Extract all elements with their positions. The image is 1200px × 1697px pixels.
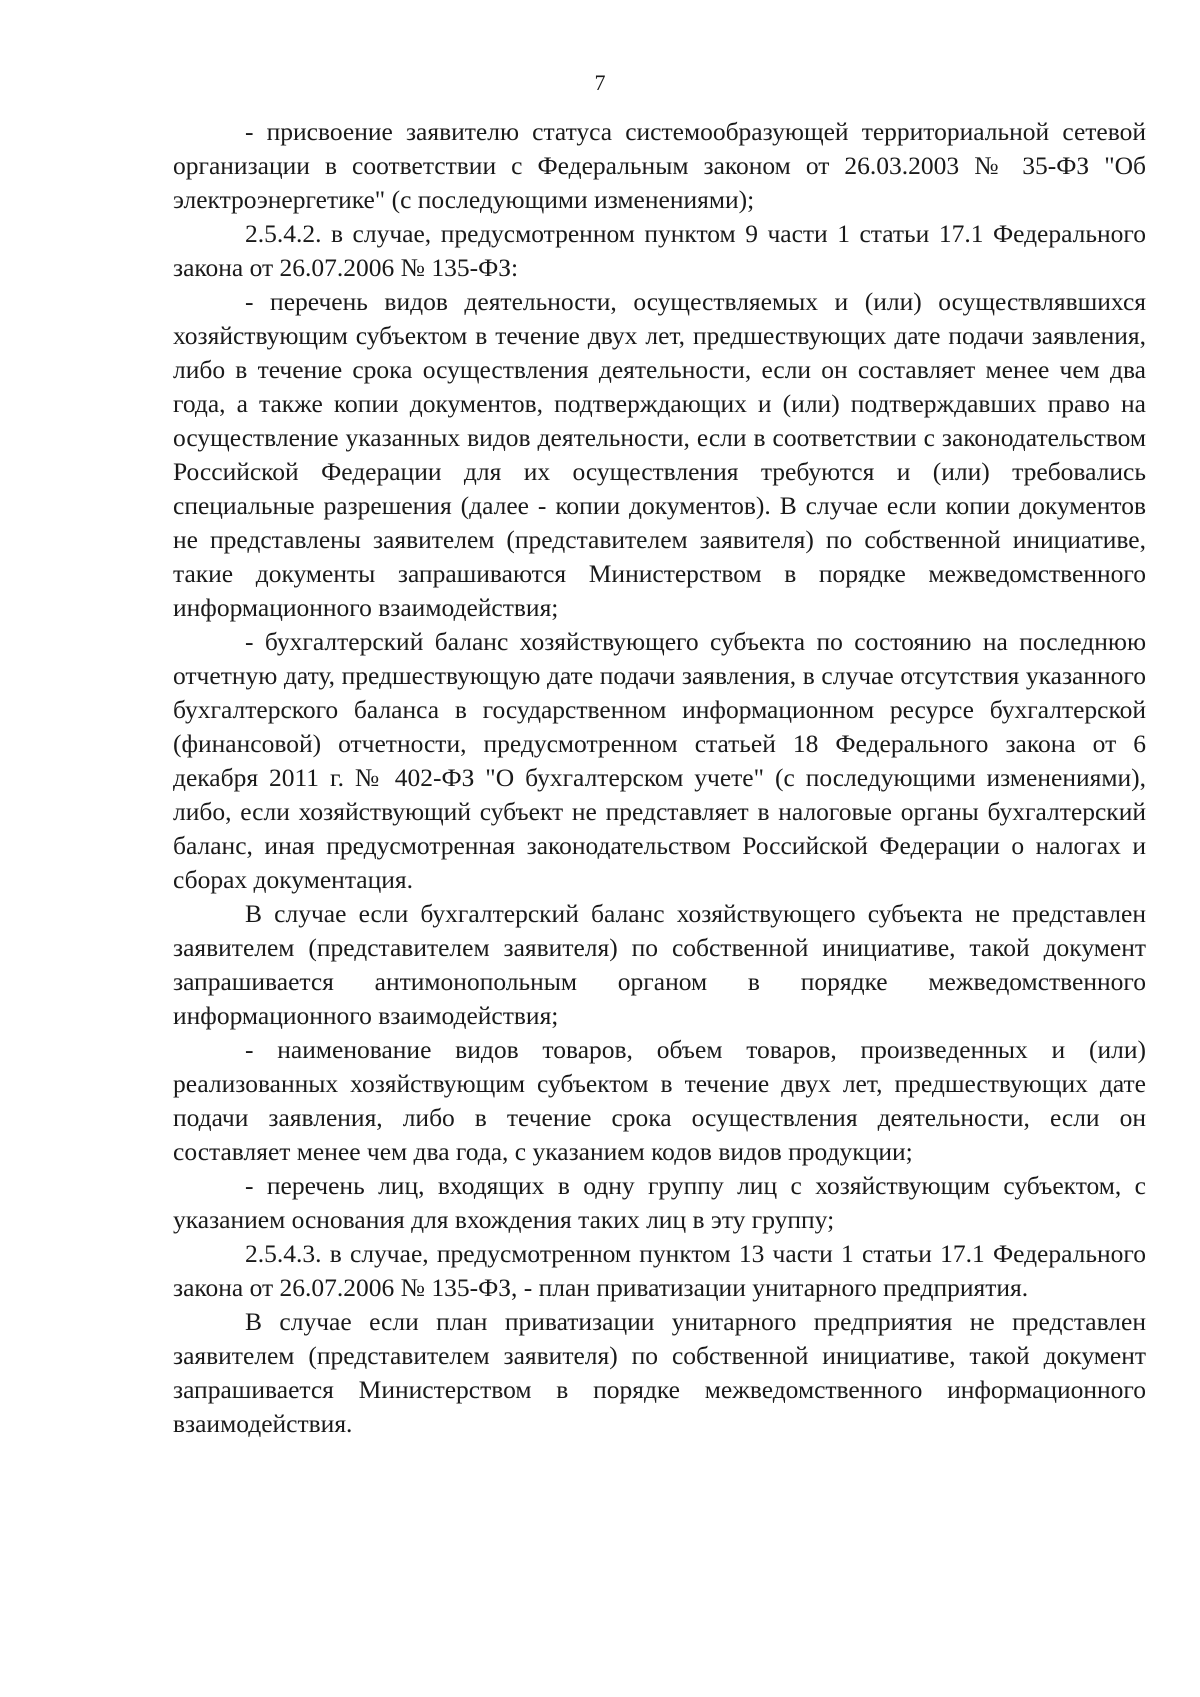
paragraph: - наименование видов товаров, объем товаров, произведенных и (или) реализованных хозяйствующим субъектом в течение двух лет, предшествующих дате подачи заявления, либо в течение срока осуществления деятельности, если он составляет менее чем два года, с указанием кодов видов продукции;: [173, 1035, 1146, 1166]
paragraph: - присвоение заявителю статуса системообразующей территориальной сетевой организации в соответствии с Федеральным законом от 26.03.2003 № 35-ФЗ "Об электроэнергетике" (с последующими изменениями);: [173, 117, 1146, 214]
paragraph: - перечень видов деятельности, осуществляемых и (или) осуществлявшихся хозяйствующим субъектом в течение двух лет, предшествующих дате подачи заявления, либо в течение срока осуществления деятельности, если он составляет менее чем два года, а также копии документов, подтверждающих и (или) подтверждавших право на осуществление указанных видов деятельности, если в соответствии с законодательством Российской Федерации для их осуществления требуются и (или) требовались специальные разрешения (далее - копии документов). В случае если копии документов не представлены заявителем (представителем заявителя) по собственной инициативе, такие документы запрашиваются Министерством в порядке межведомственного информационного взаимодействия;: [173, 287, 1146, 622]
document-body: [173, 115, 1146, 1441]
paragraph: 2.5.4.2. в случае, предусмотренном пунктом 9 части 1 статьи 17.1 Федерального закона от 26.07.2006 № 135-ФЗ:: [173, 219, 1146, 282]
page-number: 7: [594, 70, 606, 95]
paragraph: В случае если бухгалтерский баланс хозяйствующего субъекта не представлен заявителем (представителем заявителя) по собственной инициативе, такой документ запрашивается антимонопольным органом в порядке межведомственного информационного взаимодействия;: [173, 899, 1146, 1030]
paragraph: - бухгалтерский баланс хозяйствующего субъекта по состоянию на последнюю отчетную дату, предшествующую дате подачи заявления, в случае отсутствия указанного бухгалтерского баланса в государственном информационном ресурсе бухгалтерской (финансовой) отчетности, предусмотренном статьей 18 Федерального закона от 6 декабря 2011 г. № 402-ФЗ "О бухгалтерском учете" (с последующими изменениями), либо, если хозяйствующий субъект не представляет в налоговые органы бухгалтерский баланс, иная предусмотренная законодательством Российской Федерации о налогах и сборах документация.: [173, 627, 1146, 894]
paragraph: 2.5.4.3. в случае, предусмотренном пунктом 13 части 1 статьи 17.1 Федерального закона от 26.07.2006 № 135-ФЗ, - план приватизации унитарного предприятия.: [173, 1239, 1146, 1302]
paragraph: В случае если план приватизации унитарного предприятия не представлен заявителем (представителем заявителя) по собственной инициативе, такой документ запрашивается Министерством в порядке межведомственного информационного взаимодействия.: [173, 1307, 1146, 1438]
paragraph: - перечень лиц, входящих в одну группу лиц с хозяйствующим субъектом, с указанием основания для вхождения таких лиц в эту группу;: [173, 1171, 1146, 1234]
